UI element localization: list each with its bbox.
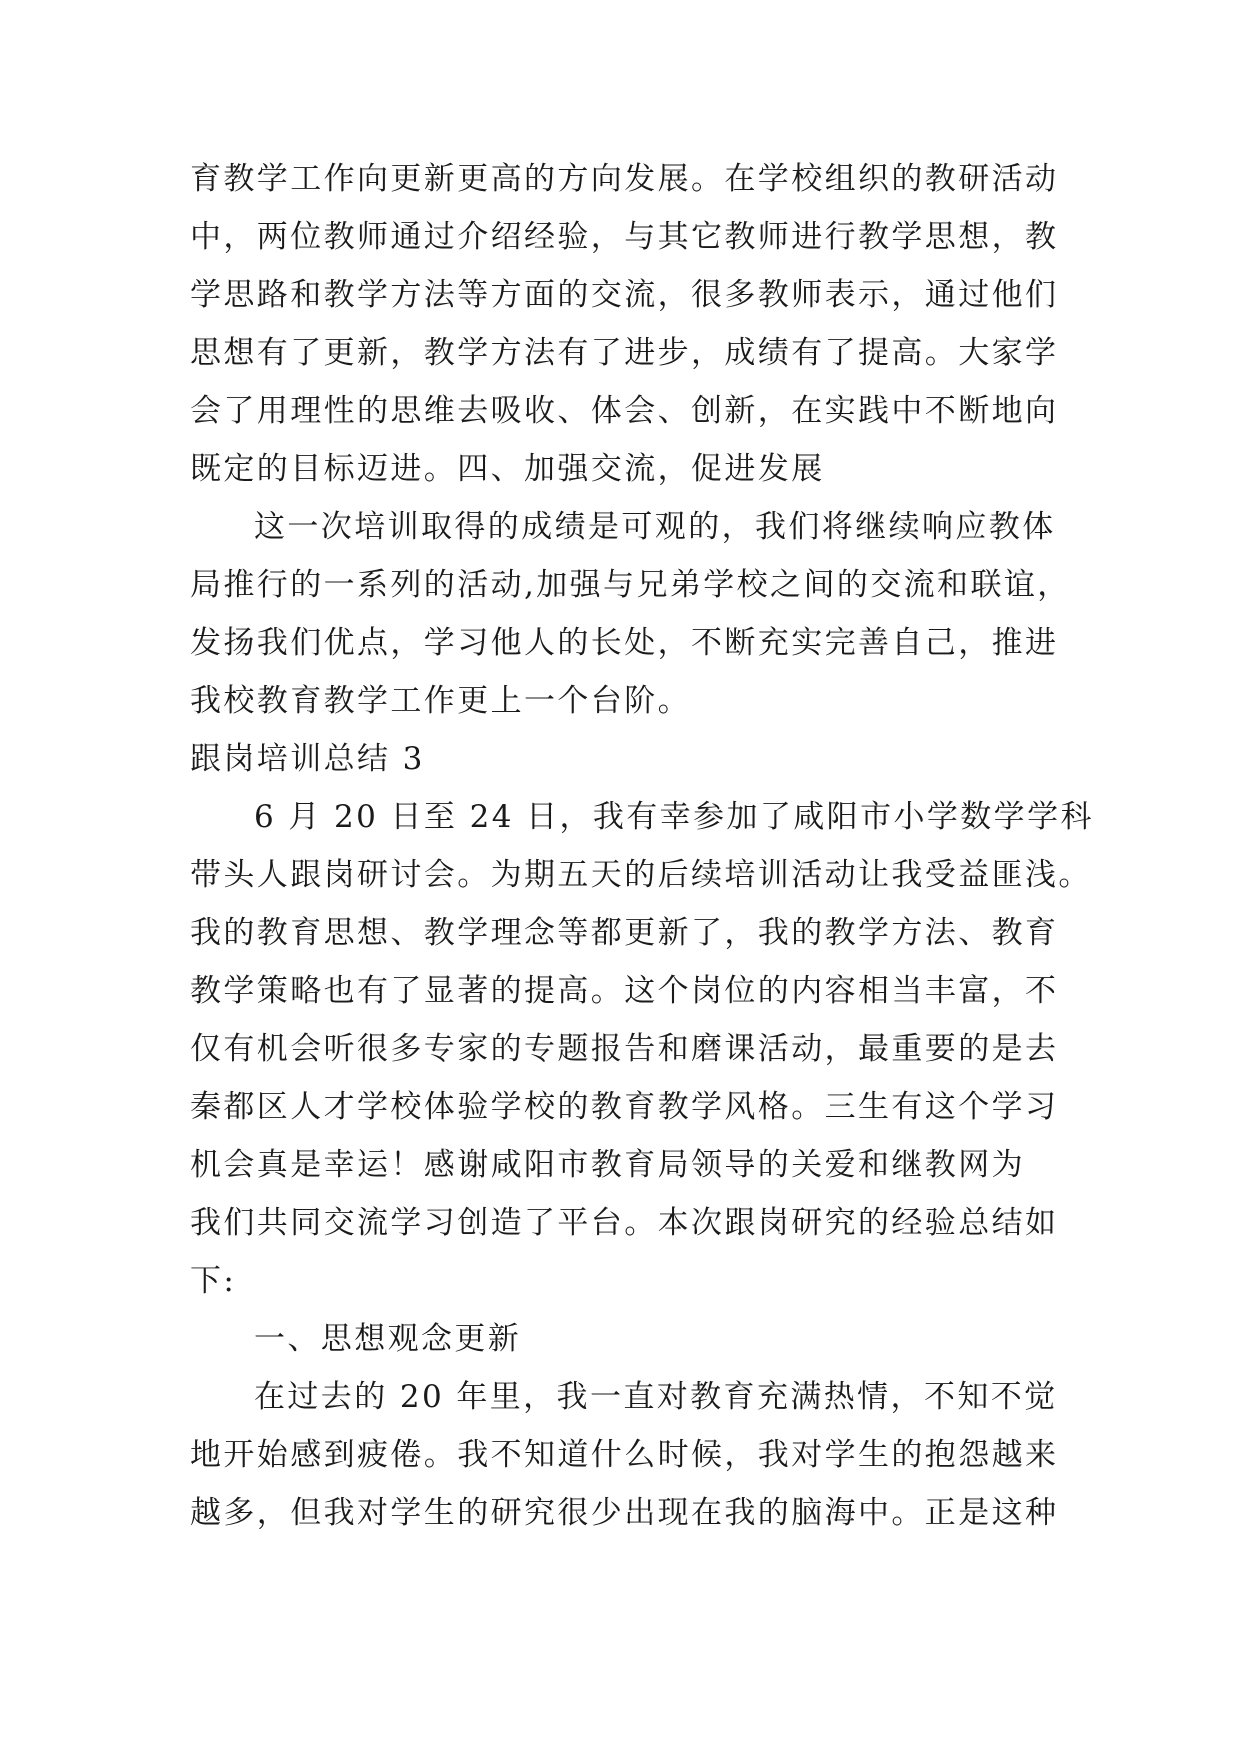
text-line: 局推行的一系列的活动,加强与兄弟学校之间的交流和联谊， — [190, 567, 1071, 603]
text-line: 中，两位教师通过介绍经验，与其它教师进行教学思想，教 — [190, 219, 1059, 255]
text-line: 学思路和教学方法等方面的交流，很多教师表示，通过他们 — [190, 277, 1059, 313]
text-line: 仅有机会听很多专家的专题报告和磨课活动，最重要的是去 — [190, 1031, 1059, 1067]
document-body — [190, 150, 1094, 1542]
text-line: 这一次培训取得的成绩是可观的，我们将继续响应教体 — [254, 509, 1056, 545]
text-line: 带头人跟岗研讨会。为期五天的后续培训活动让我受益匪浅。 — [190, 857, 1092, 893]
text-line: 既定的目标迈进。四、加强交流，促进发展 — [190, 451, 825, 487]
text-line: 会了用理性的思维去吸收、体会、创新，在实践中不断地向 — [190, 393, 1059, 429]
text-line: 发扬我们优点，学习他人的长处，不断充实完善自己，推进 — [190, 625, 1059, 661]
text-line: 我的教育思想、教学理念等都更新了，我的教学方法、教育 — [190, 915, 1059, 951]
text-line: 机会真是幸运！感谢咸阳市教育局领导的关爱和继教网为 — [190, 1147, 1025, 1183]
text-line: 思想有了更新，教学方法有了进步，成绩有了提高。大家学 — [190, 335, 1059, 371]
subsection-heading: 一、思想观念更新 — [254, 1321, 522, 1357]
text-line: 6 月 20 日至 24 日，我有幸参加了咸阳市小学数学学科 — [254, 799, 1094, 835]
text-line: 我们共同交流学习创造了平台。本次跟岗研究的经验总结如 — [190, 1205, 1059, 1241]
text-line: 育教学工作向更新更高的方向发展。在学校组织的教研活动 — [190, 161, 1059, 197]
text-line: 下: — [190, 1263, 237, 1299]
text-line: 在过去的 20 年里，我一直对教育充满热情，不知不觉 — [254, 1379, 1058, 1415]
text-line: 教学策略也有了显著的提高。这个岗位的内容相当丰富，不 — [190, 973, 1059, 1009]
text-line: 我校教育教学工作更上一个台阶。 — [190, 683, 691, 719]
text-line: 秦都区人才学校体验学校的教育教学风格。三生有这个学习 — [190, 1089, 1059, 1125]
text-line: 地开始感到疲倦。我不知道什么时候，我对学生的抱怨越来 — [190, 1437, 1059, 1473]
text-line: 越多，但我对学生的研究很少出现在我的脑海中。正是这种 — [190, 1495, 1059, 1531]
section-heading: 跟岗培训总结 3 — [190, 741, 425, 777]
